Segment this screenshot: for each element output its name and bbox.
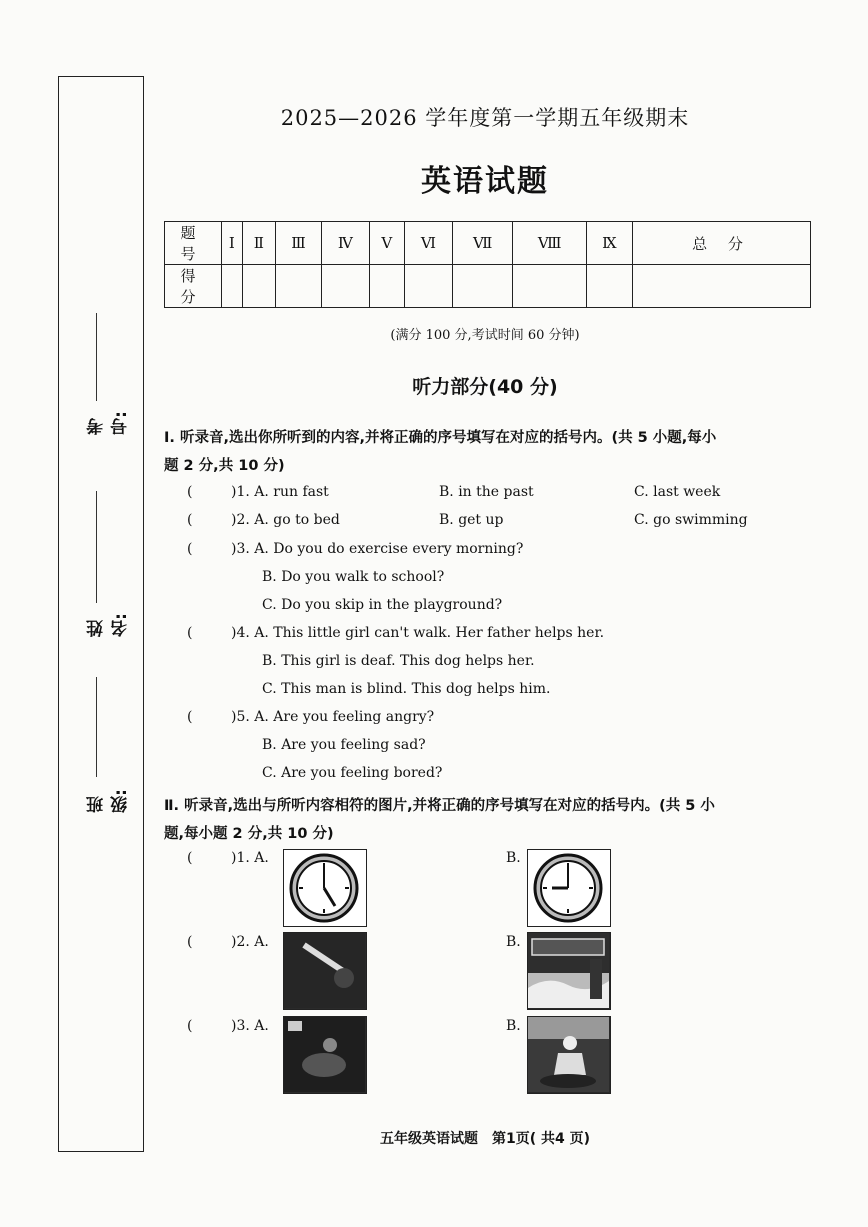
answer-paren[interactable]: ( [187, 709, 193, 725]
part1-instruction-line2: 题 2 分,共 10 分) [164, 458, 285, 474]
name-line [96, 491, 97, 603]
row-label-score: 得 分 [165, 265, 222, 308]
answer-paren[interactable]: ( [187, 541, 193, 557]
score-cell[interactable] [632, 265, 810, 308]
answer-paren[interactable]: ( [187, 484, 193, 500]
clock-icon [284, 850, 365, 925]
binding-sidebar [58, 76, 144, 1152]
col-6: Ⅵ [404, 222, 452, 265]
col-total: 总 分 [632, 222, 810, 265]
score-cell[interactable] [322, 265, 370, 308]
col-4: Ⅳ [322, 222, 370, 265]
class-label: 班级: [87, 789, 131, 813]
score-cell[interactable] [513, 265, 586, 308]
score-cell[interactable] [452, 265, 513, 308]
answer-paren[interactable]: ( [187, 850, 193, 866]
photo-picture-b [527, 932, 611, 1010]
photo-icon [528, 933, 609, 1008]
score-table [164, 221, 811, 308]
exam-note: (满分 100 分,考试时间 60 分钟) [390, 328, 580, 343]
col-7: Ⅶ [452, 222, 513, 265]
part1-instruction [164, 424, 814, 480]
p2-q3-label: )3. A. [231, 1018, 269, 1034]
col-3: Ⅲ [276, 222, 322, 265]
class-line [96, 677, 97, 777]
score-cell[interactable] [369, 265, 404, 308]
exam-no-line [96, 313, 97, 401]
p2-q2-b-label: B. [506, 934, 521, 950]
p2-q2-label: )2. A. [231, 934, 269, 950]
answer-paren[interactable]: ( [187, 625, 193, 641]
score-cell[interactable] [586, 265, 632, 308]
q5-option-b: B. Are you feeling sad? [262, 737, 426, 753]
score-cell[interactable] [276, 265, 322, 308]
col-1: Ⅰ [222, 222, 243, 265]
part2-instruction-line1: Ⅱ. 听录音,选出与所听内容相符的图片,并将正确的序号填写在对应的括号内。(共 5 小 [164, 798, 715, 814]
photo-picture-b [527, 1016, 611, 1094]
col-9: Ⅸ [586, 222, 632, 265]
photo-picture-a [283, 1016, 367, 1094]
photo-icon [284, 1017, 365, 1092]
photo-icon [284, 933, 365, 1008]
q1-option-c: C. last week [634, 484, 721, 500]
q2-option-c: C. go swimming [634, 512, 748, 528]
score-cell[interactable] [242, 265, 275, 308]
clock-icon [528, 850, 609, 925]
col-8: Ⅷ [513, 222, 586, 265]
listening-section-title: 听力部分(40 分) [412, 376, 558, 398]
part1-instruction-line1: Ⅰ. 听录音,选出你所听到的内容,并将正确的序号填写在对应的括号内。(共 5 小题,每小 [164, 430, 717, 446]
q4-option-a: )4. A. This little girl can't walk. Her father helps her. [231, 625, 605, 641]
exam-no-label: 考号: [87, 411, 131, 435]
score-table-score-row [165, 265, 811, 308]
score-cell[interactable] [404, 265, 452, 308]
q4-option-b: B. This girl is deaf. This dog helps her. [262, 653, 535, 669]
q2-option-a: )2. A. go to bed [231, 512, 340, 528]
photo-picture-a [283, 932, 367, 1010]
p2-q3-b-label: B. [506, 1018, 521, 1034]
answer-paren[interactable]: ( [187, 934, 193, 950]
q1-option-b: B. in the past [439, 484, 534, 500]
name-label: 姓名: [87, 613, 131, 637]
part2-instruction-line2: 题,每小题 2 分,共 10 分) [164, 826, 334, 842]
photo-icon [528, 1017, 609, 1092]
col-5: Ⅴ [369, 222, 404, 265]
p2-q1-b-label: B. [506, 850, 521, 866]
score-table-header-row [165, 222, 811, 265]
q3-option-a: )3. A. Do you do exercise every morning? [231, 541, 524, 557]
clock-picture-a [283, 849, 367, 927]
page-footer: 五年级英语试题 第1页( 共4 页) [379, 1131, 591, 1147]
subject-title: 英语试题 [421, 164, 549, 199]
part2-instruction [164, 792, 814, 848]
row-label-question: 题 号 [165, 222, 222, 265]
answer-paren[interactable]: ( [187, 512, 193, 528]
q4-option-c: C. This man is blind. This dog helps him. [262, 681, 551, 697]
q1-option-a: )1. A. run fast [231, 484, 329, 500]
clock-picture-b [527, 849, 611, 927]
q3-option-c: C. Do you skip in the playground? [262, 597, 503, 613]
col-2: Ⅱ [242, 222, 275, 265]
p2-q1-label: )1. A. [231, 850, 269, 866]
score-cell[interactable] [222, 265, 243, 308]
answer-paren[interactable]: ( [187, 1018, 193, 1034]
q2-option-b: B. get up [439, 512, 504, 528]
q3-option-b: B. Do you walk to school? [262, 569, 445, 585]
exam-term-title: 2025—2026 学年度第一学期五年级期末 [280, 106, 690, 130]
q5-option-c: C. Are you feeling bored? [262, 765, 443, 781]
q5-option-a: )5. A. Are you feeling angry? [231, 709, 435, 725]
